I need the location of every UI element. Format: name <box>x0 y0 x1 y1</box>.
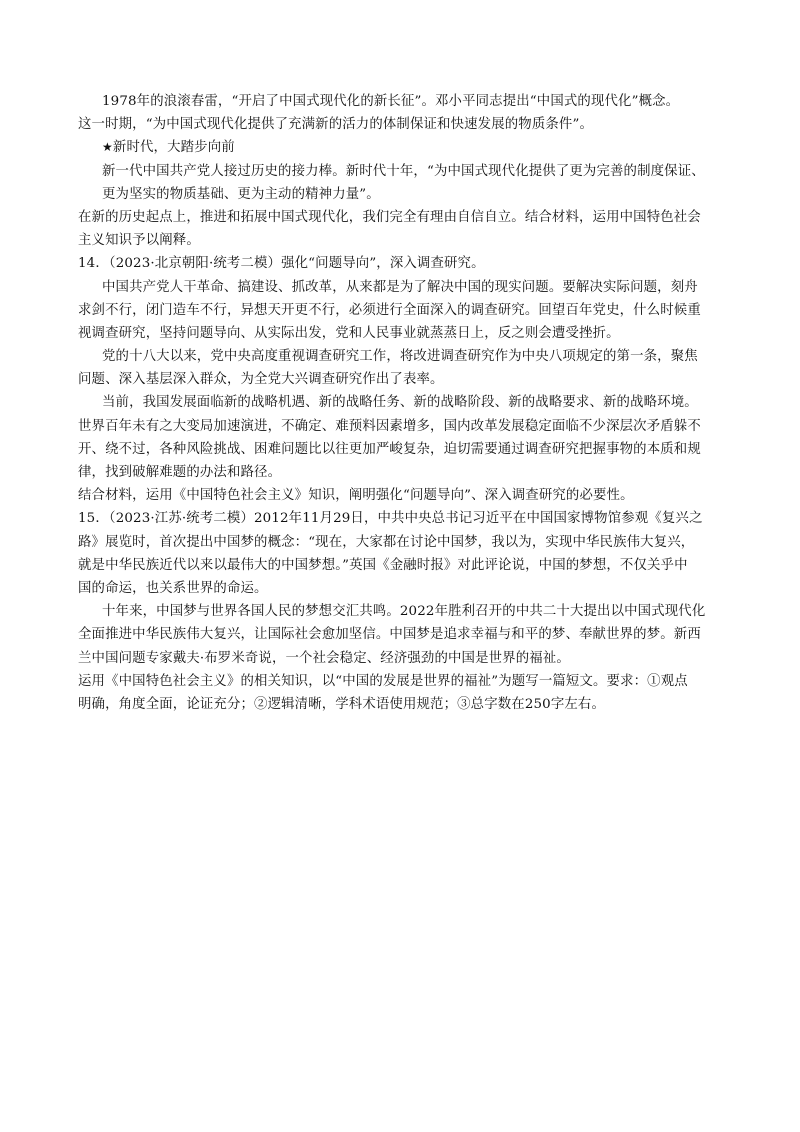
paragraph-line: 律，找到破解难题的办法和路径。 <box>78 465 282 480</box>
paragraph-line: 更为坚实的物质基础、更为主动的精神力量”。 <box>102 186 380 202</box>
paragraph-line: 新一代中国共产党人接过历史的接力棒。新时代十年，“为中国式现代化提供了更为完善的制度保证、 <box>102 163 705 179</box>
question-title: 国的命运，也关系世界的命运。 <box>78 580 268 596</box>
paragraph-line: 当前，我国发展面临新的战略机遇、新的战略任务、新的战略阶段、新的战略要求、新的战略环境。 <box>102 395 698 411</box>
paragraph-line: 党的十八大以来，党中央高度重视调查研究工作，将改进调查研究作为中央八项规定的第一条，聚焦 <box>102 349 698 365</box>
question-title: 15．（2023·江苏·统考二模）2012年11月29日，中共中央总书记习近平在中国国家博物馆参观《复兴之 <box>78 511 703 527</box>
star-icon: ★ <box>102 140 113 155</box>
paragraph-line: 兰中国问题专家戴夫·布罗米奇说，一个社会稳定、经济强劲的中国是世界的福祉。 <box>78 650 570 666</box>
paragraph-line: 开、绕不过，各种风险挑战、困难问题比以往更加严峻复杂，迫切需要通过调查研究把握事物的本质和规 <box>78 441 701 457</box>
question-title: 14．（2023·北京朝阳·统考二模）强化“问题导向”，深入调查研究。 <box>78 256 485 272</box>
paragraph-line: 求剑不行，闭门造车不行，异想天开更不行，必须进行全面深入的调查研究。回望百年党史，什么时候重 <box>78 302 701 318</box>
section-heading-text: 新时代，大踏步向前 <box>112 140 235 156</box>
task-line: 结合材料，运用《中国特色社会主义》知识，阐明强化“问题导向”、深入调查研究的必要性。 <box>78 488 634 504</box>
task-line: 运用《中国特色社会主义》的相关知识，以“中国的发展是世界的福祉”为题写一篇短文。要求：①观点 <box>78 673 688 689</box>
paragraph-line: 问题、深入基层深入群众，为全党大兴调查研究作出了表率。 <box>78 372 444 388</box>
material-continuation <box>78 90 726 252</box>
question-title: 就是中华民族近代以来以最伟大的中国梦想。”英国《金融时报》对此评论说，中国的梦想，不仅关乎中 <box>78 557 688 573</box>
paragraph-line: 世界百年未有之大变局加速演进，不确定、难预料因素增多，国内改革发展稳定面临不少深层次矛盾躲不 <box>78 418 701 434</box>
paragraph-line: 中国共产党人干革命、搞建设、抓改革，从来都是为了解决中国的现实问题。要解决实际问题，刻舟 <box>102 279 698 295</box>
section-heading <box>78 136 726 159</box>
paragraph-line: 视调查研究，坚持问题导向、从实际出发，党和人民事业就蒸蒸日上，反之则会遭受挫折。 <box>78 325 620 341</box>
task-line: 明确，角度全面，论证充分；②逻辑清晰，学科术语使用规范；③总字数在250字左右。 <box>78 696 606 712</box>
paragraph-line: 这一时期，“为中国式现代化提供了充满新的活力的体制保证和快速发展的物质条件”。 <box>78 117 593 133</box>
question-15 <box>78 507 726 716</box>
question-title: 路》展览时，首次提出中国梦的概念：“现在，大家都在讨论中国梦，我以为，实现中华民族伟大复兴， <box>78 534 695 550</box>
task-line: 在新的历史起点上，推进和拓展中国式现代化，我们完全有理由自信自立。结合材料，运用中国特色社会 <box>78 209 701 225</box>
paragraph-line: 1978年的浪滚春雷，“开启了中国式现代化的新长征”。邓小平同志提出“中国式的现代化”概念。 <box>102 94 680 109</box>
question-14 <box>78 252 726 507</box>
task-line: 主义知识予以阐释。 <box>78 233 200 249</box>
document-page <box>78 90 726 716</box>
paragraph-line: 全面推进中华民族伟大复兴，让国际社会愈加坚信。中国梦是追求幸福与和平的梦、奉献世界的梦。新西 <box>78 627 701 643</box>
paragraph-line: 十年来，中国梦与世界各国人民的梦想交汇共鸣。2022年胜利召开的中共二十大提出以中国式现代化 <box>102 604 706 620</box>
